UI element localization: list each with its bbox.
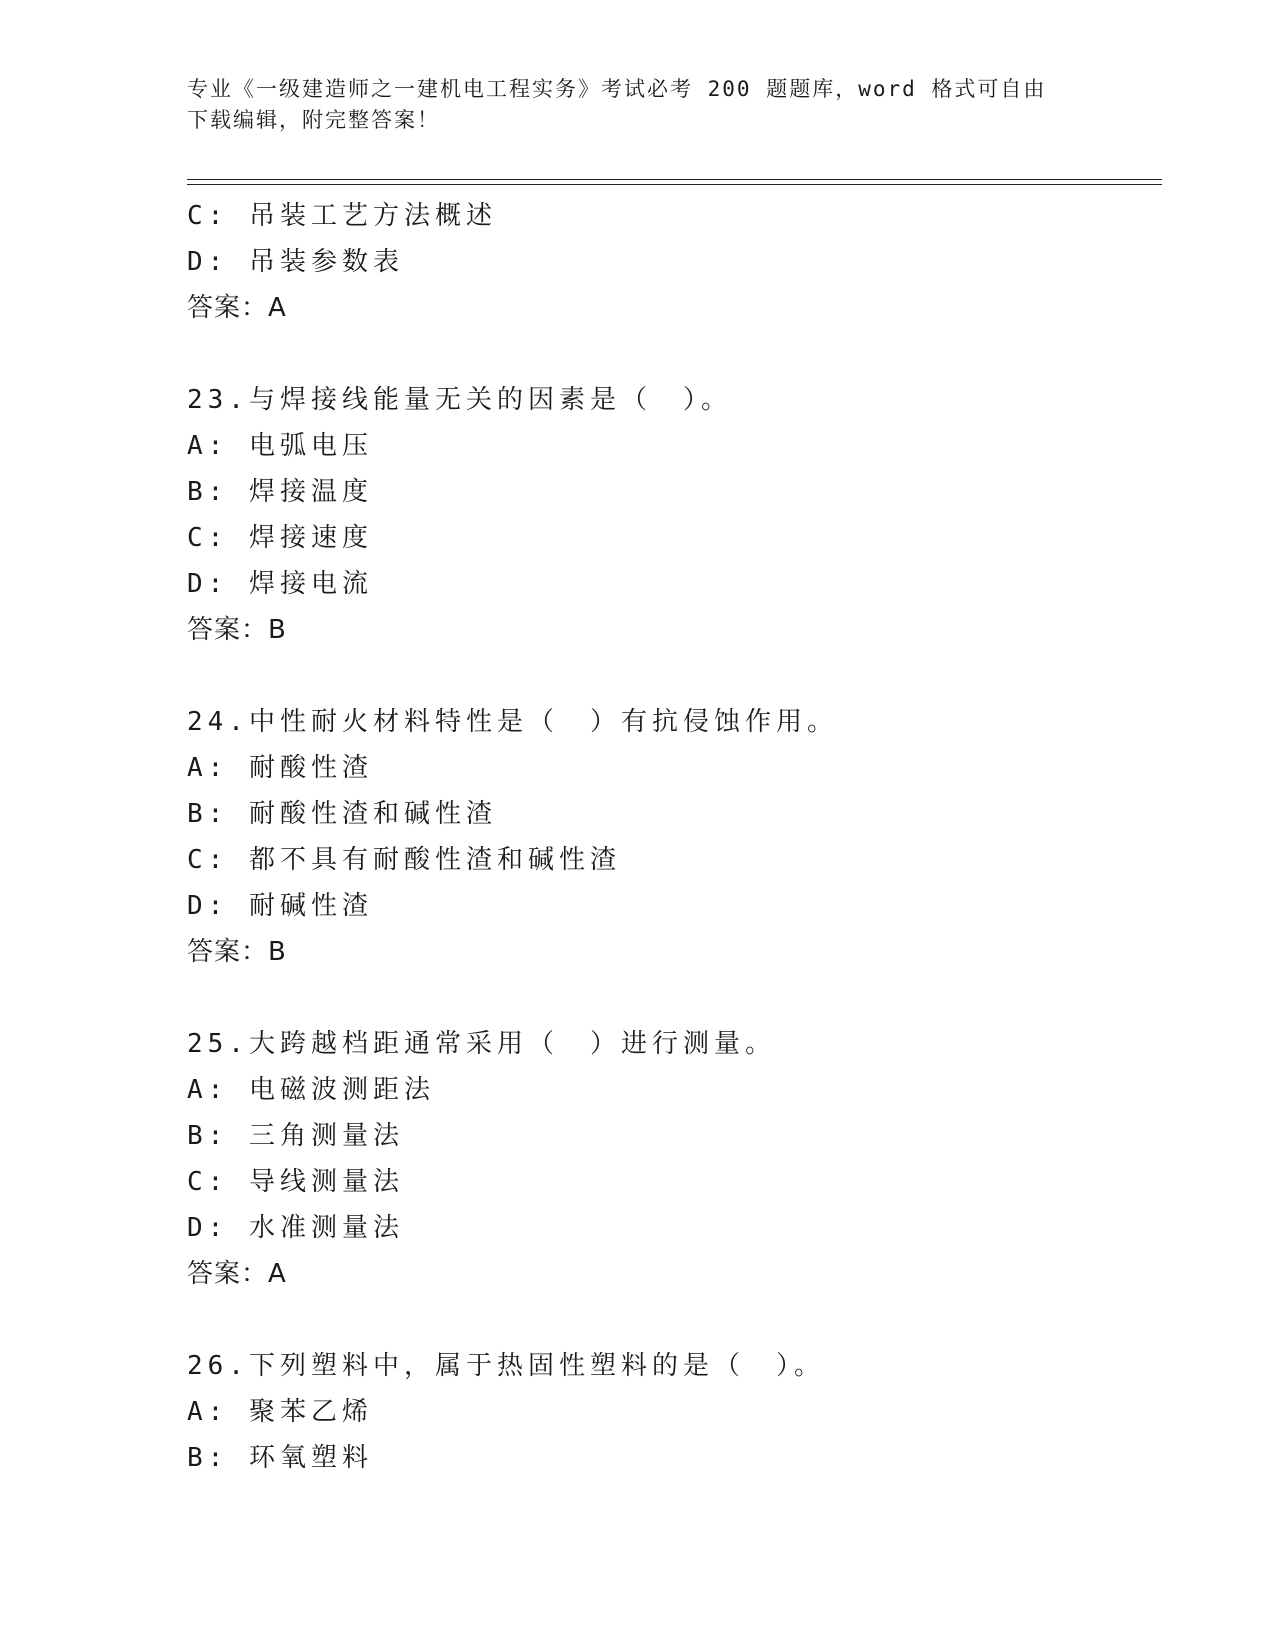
header-line-2: 下载编辑，附完整答案！ [187,108,440,132]
spacer [187,331,1162,377]
answer-line: 答案：B [187,937,287,967]
question-25 [187,1021,1162,1297]
option-a: A: 电磁波测距法 [187,1075,435,1105]
question-stem: 24.中性耐火材料特性是（ ）有抗侵蚀作用。 [187,707,838,737]
option-b: B: 三角测量法 [187,1121,404,1151]
question-stem: 25.大跨越档距通常采用（ ）进行测量。 [187,1029,776,1059]
question-24 [187,699,1162,975]
question-stem: 26.下列塑料中，属于热固性塑料的是（ ）。 [187,1351,825,1381]
question-list [187,193,1162,1481]
option-c: C: 焊接速度 [187,523,373,553]
option-d: D: 吊装参数表 [187,247,404,277]
answer-line: 答案：A [187,293,287,323]
spacer [187,1297,1162,1343]
header-line-1: 专业《一级建造师之一建机电工程实务》考试必考 200 题题库，word 格式可自由 [187,77,1047,101]
option-b: B: 耐酸性渣和碱性渣 [187,799,497,829]
question-stem: 23.与焊接线能量无关的因素是（ ）。 [187,385,732,415]
option-b: B: 环氧塑料 [187,1443,373,1473]
answer-line: 答案：A [187,1259,287,1289]
option-d: D: 焊接电流 [187,569,373,599]
spacer [187,653,1162,699]
option-a: A: 电弧电压 [187,431,373,461]
option-d: D: 水准测量法 [187,1213,404,1243]
option-a: A: 耐酸性渣 [187,753,373,783]
header-divider-bottom [187,184,1162,185]
header-divider-top [187,179,1162,180]
option-b: B: 焊接温度 [187,477,373,507]
question-22-continuation [187,193,1162,331]
question-23 [187,377,1162,653]
question-26 [187,1343,1162,1481]
option-c: C: 都不具有耐酸性渣和碱性渣 [187,845,621,875]
document-header [187,74,1087,136]
spacer [187,975,1162,1021]
option-d: D: 耐碱性渣 [187,891,373,921]
option-c: C: 导线测量法 [187,1167,404,1197]
option-c: C: 吊装工艺方法概述 [187,201,497,231]
option-a: A: 聚苯乙烯 [187,1397,373,1427]
answer-line: 答案：B [187,615,287,645]
